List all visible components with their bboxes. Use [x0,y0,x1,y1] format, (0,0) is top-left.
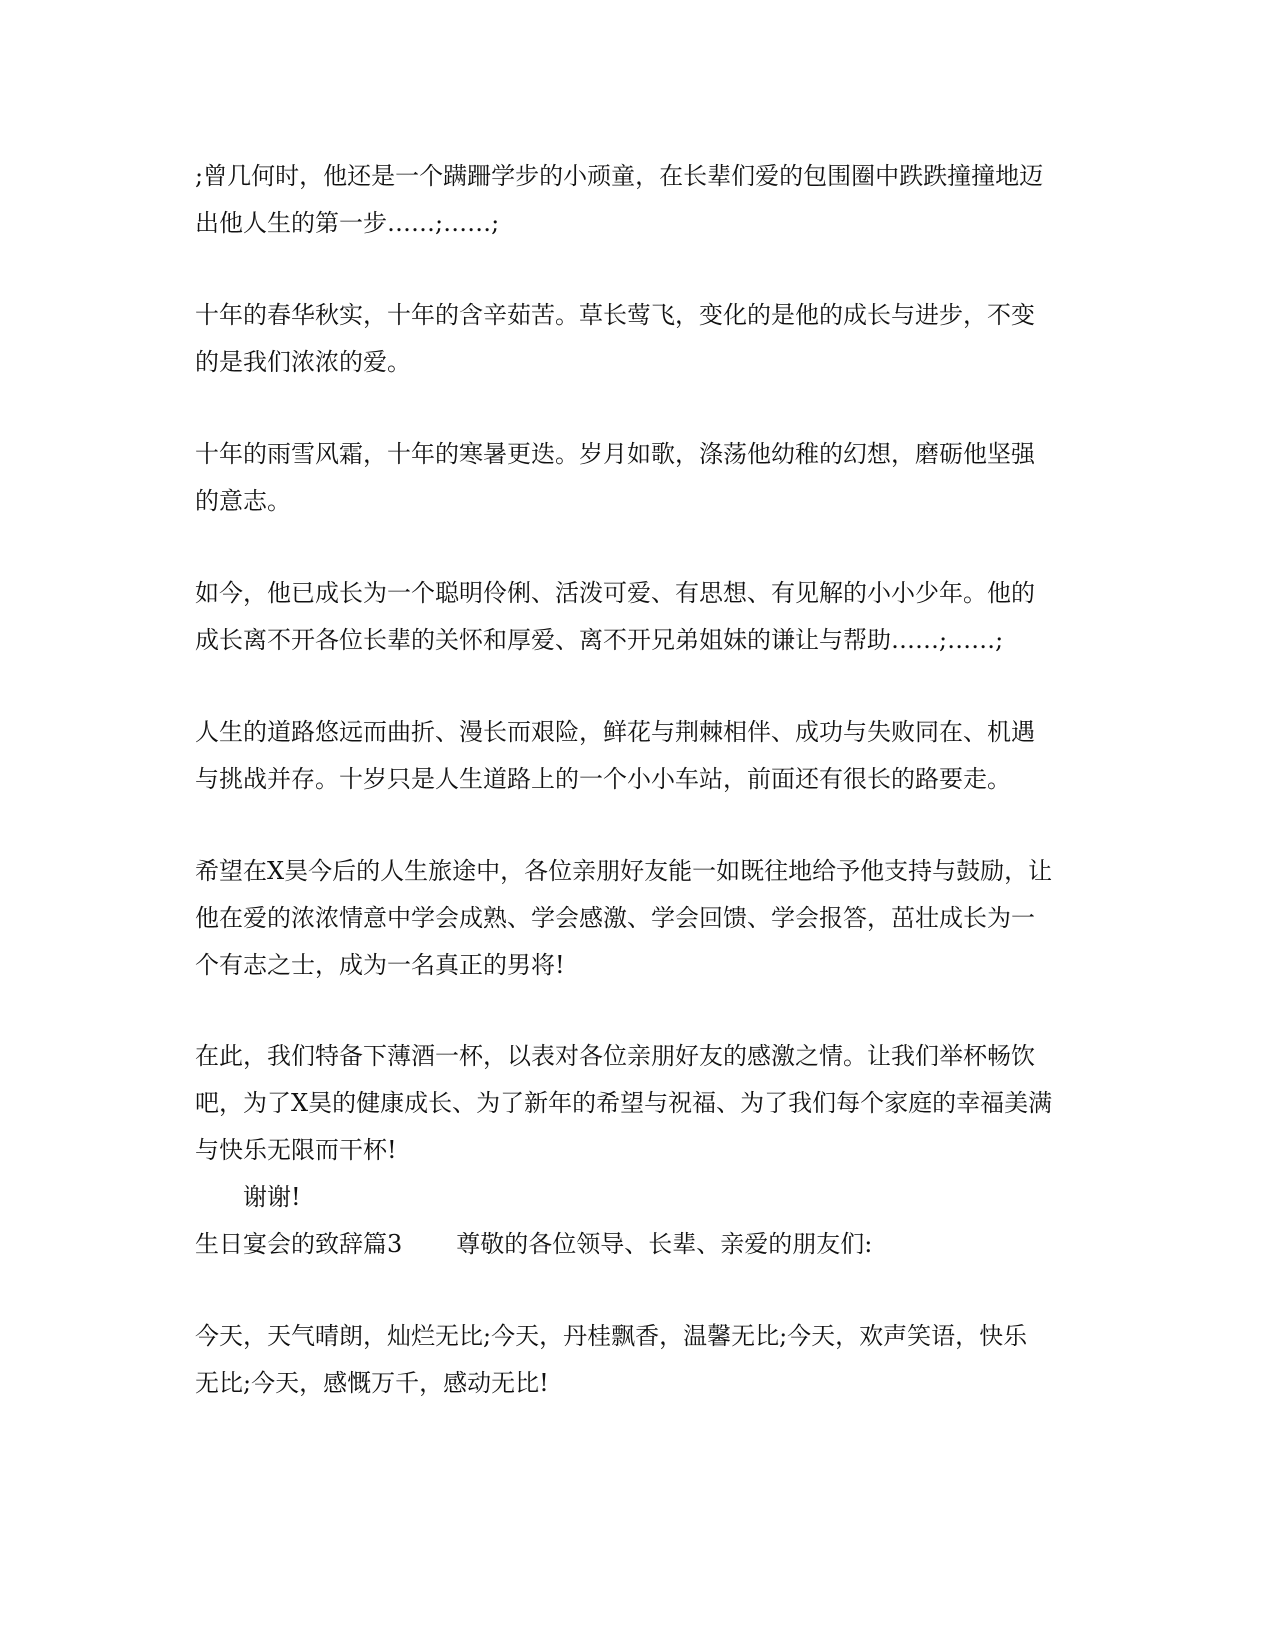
paragraph-line: 成长离不开各位长辈的关怀和厚爱、离不开兄弟姐妹的谦让与帮助……;……; [195,626,1004,654]
paragraph-line: 今天，天气晴朗，灿烂无比;今天，丹桂飘香，温馨无比;今天，欢声笑语，快乐 [195,1322,1028,1350]
paragraph-line: 希望在X昊今后的人生旅途中，各位亲朋好友能一如既往地给予他支持与鼓励，让 [195,857,1053,885]
paragraph-line: 如今，他已成长为一个聪明伶俐、活泼可爱、有思想、有见解的小小少年。他的 [195,579,1035,607]
section-heading: 生日宴会的致辞篇3 [195,1230,403,1258]
paragraph-line: 十年的春华秋实，十年的含辛茹苦。草长莺飞，变化的是他的成长与进步，不变 [195,301,1035,329]
paragraph-line: 与快乐无限而干杯! [195,1136,397,1164]
greeting: 尊敬的各位领导、长辈、亲爱的朋友们: [456,1230,873,1258]
paragraph-line: 无比;今天，感慨万千，感动无比! [195,1369,549,1397]
paragraph-line: 在此，我们特备下薄酒一杯，以表对各位亲朋好友的感激之情。让我们举杯畅饮 [195,1042,1035,1070]
paragraph-line: 他在爱的浓浓情意中学会成熟、学会感激、学会回馈、学会报答，茁壮成长为一 [195,904,1035,932]
paragraph-line: ;曾几何时，他还是一个蹒跚学步的小顽童，在长辈们爱的包围圈中跌跌撞撞地迈 [195,162,1044,190]
paragraph-line: 人生的道路悠远而曲折、漫长而艰险，鲜花与荆棘相伴、成功与失败同在、机遇 [195,718,1035,746]
paragraph-line: 吧，为了X昊的健康成长、为了新年的希望与祝福、为了我们每个家庭的幸福美满 [195,1089,1053,1117]
paragraph-line: 的是我们浓浓的爱。 [195,348,411,376]
paragraph-line: 的意志。 [195,487,291,515]
paragraph-line: 个有志之士，成为一名真正的男将! [195,951,565,979]
paragraph-line: 与挑战并存。十岁只是人生道路上的一个小小车站，前面还有很长的路要走。 [195,765,1011,793]
section-heading-line [195,1228,1095,1260]
paragraph-line: 出他人生的第一步……;……; [195,209,500,237]
paragraph-line: 十年的雨雪风霜，十年的寒暑更迭。岁月如歌，涤荡他幼稚的幻想，磨砺他坚强 [195,440,1035,468]
thanks-line: 谢谢! [243,1183,301,1211]
